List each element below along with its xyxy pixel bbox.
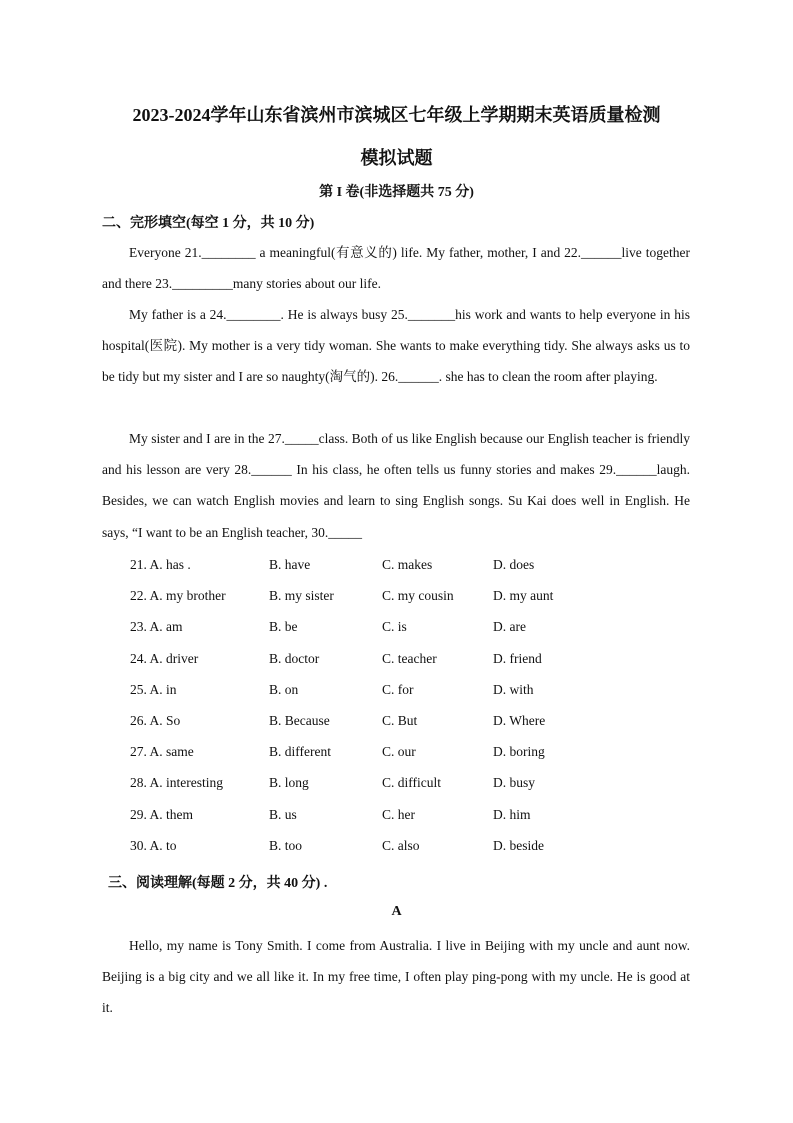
option-b: B. on: [269, 681, 299, 697]
option-b: B. doctor: [269, 650, 320, 666]
reading-section-heading: 三、阅读理解(每题 2 分，共 40 分) .: [108, 876, 328, 891]
option-b: B. my sister: [269, 588, 334, 604]
option-b: B. too: [269, 837, 303, 853]
option-c: C. is: [382, 619, 407, 635]
option-a: 21. A. has .: [130, 557, 191, 572]
exam-title-line2: 模拟试题: [360, 148, 433, 168]
option-d: D. my aunt: [493, 588, 554, 604]
option-a: 28. A. interesting: [130, 775, 223, 791]
option-a: 29. A. them: [130, 806, 193, 822]
cloze-paragraph-1: [102, 237, 690, 299]
option-d: D. Where: [493, 712, 546, 728]
option-d: D. with: [493, 681, 534, 697]
option-a: 27. A. same: [130, 744, 194, 760]
passage-letter: A: [391, 904, 402, 919]
option-d: D. busy: [493, 775, 536, 791]
option-d: D. beside: [493, 837, 544, 853]
exam-title-line1: 2023-2024学年山东省滨州市滨城区七年级上学期期末英语质量检测: [132, 105, 661, 125]
option-b: B. long: [269, 775, 309, 791]
option-c: C. our: [382, 744, 416, 760]
option-d: D. friend: [493, 650, 542, 666]
option-c: C. her: [382, 806, 415, 822]
option-d: D. him: [493, 806, 531, 822]
option-a: 26. A. So: [130, 712, 181, 728]
option-a: 22. A. my brother: [130, 588, 226, 604]
cloze-paragraph-text: My father is a 24.________. He is always busy 25._______his work and wants to help everyone in his hospital(医院). My mother is a very tidy woman. She wants to make everything tidy. She always asks us to be tidy but my sister and I are so naughty(淘气的). 26.______. she has to clean the room after playing.: [102, 307, 690, 385]
reading-paragraph-text: Hello, my name is Tony Smith. I come from Australia. I live in Beijing with my uncle and aunt now. Beijing is a big city and we all like it. In my free time, I often play ping-pong with my uncle. He is good at it.: [102, 938, 690, 1016]
cloze-paragraph-text: My sister and I are in the 27._____class. Both of us like English because our English teacher is friendly and his lesson are very 28.______ In his class, he often tells us funny stories and makes 29.______laugh. Besides, we can watch English movies and learn to sing English songs. Su Kai does well in English. He says, “I want to be an English teacher, 30._____: [102, 431, 690, 540]
option-c: C. for: [382, 681, 414, 697]
cloze-paragraph-text: Everyone 21.________ a meaningful(有意义的) life. My father, mother, I and 22.______live together and there 23._________many stories about our life.: [102, 245, 690, 292]
option-a: 24. A. driver: [130, 650, 199, 666]
option-b: B. have: [269, 557, 311, 572]
option-d: D. are: [493, 619, 526, 635]
option-c: C. difficult: [382, 775, 441, 791]
option-c: C. But: [382, 712, 418, 728]
option-a: 25. A. in: [130, 681, 177, 697]
paper-subtitle: 第 I 卷(非选择题共 75 分): [319, 185, 474, 200]
cloze-section-heading: 二、完形填空(每空 1 分，共 10 分): [102, 216, 315, 231]
option-a: 23. A. am: [130, 619, 183, 635]
reading-passage-a: [102, 930, 690, 1024]
option-d: D. does: [493, 557, 535, 572]
option-b: B. us: [269, 806, 297, 822]
option-b: B. different: [269, 744, 331, 760]
option-b: B. be: [269, 619, 298, 635]
option-c: C. my cousin: [382, 588, 454, 604]
option-d: D. boring: [493, 744, 545, 760]
option-c: C. also: [382, 837, 420, 853]
cloze-paragraph-3: [102, 423, 690, 548]
option-c: C. makes: [382, 557, 433, 572]
option-a: 30. A. to: [130, 837, 177, 853]
option-b: B. Because: [269, 712, 330, 728]
cloze-paragraph-2: [102, 299, 690, 393]
option-c: C. teacher: [382, 650, 437, 666]
